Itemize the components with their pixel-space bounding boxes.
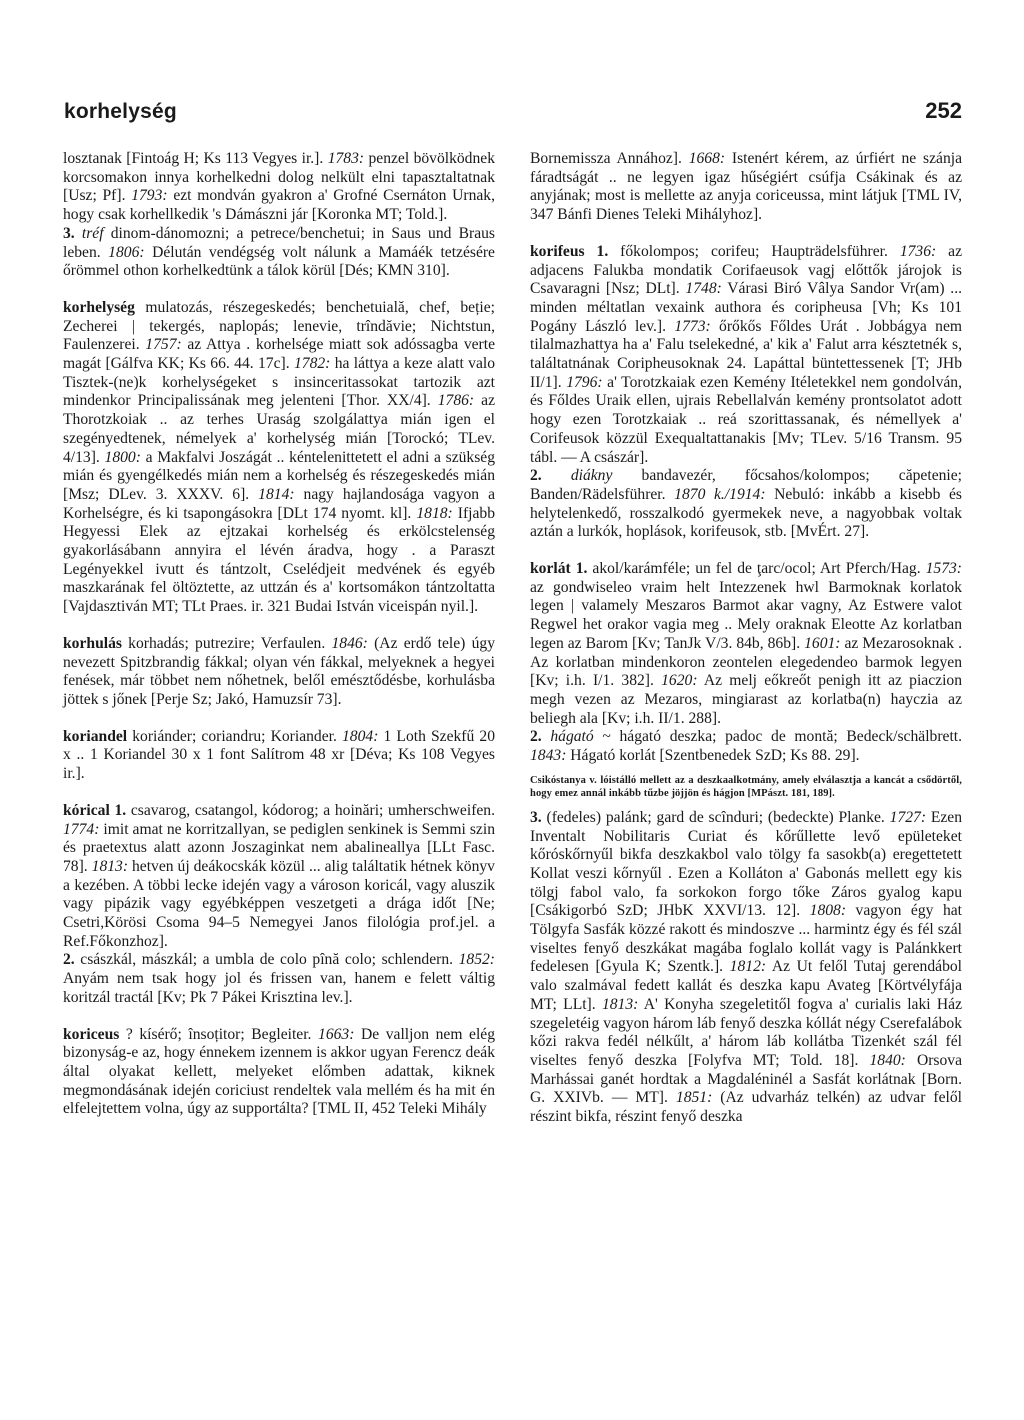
year-citation: 1782:: [293, 355, 331, 373]
year-citation: 1783:: [327, 150, 365, 167]
year-citation: 1601:: [804, 634, 841, 652]
sense-number: 2.: [530, 467, 542, 485]
running-head: [64, 98, 962, 124]
year-citation: 1813:: [91, 857, 129, 875]
year-citation: 1800:: [104, 448, 141, 466]
year-citation: 1851:: [675, 1089, 713, 1107]
sense-number: 2.: [63, 951, 75, 969]
year-citation: 1852:: [458, 951, 495, 969]
headword: korifeus 1.: [530, 242, 609, 260]
sense-entry: 3. (fedeles) palánk; gard de scînduri; (bedeckte) Planke. 1727: Ezen Inventalt Nobilitaris Curiat és kőrűllette levő epületeket kőróskőrnyűl bikfa deszkakbol valo tölgy fa sasokb(a) eregettetett Kollat veszi kőrnyűl . Ezen a Kolláton a' Gabonás mellett egy kis tölgj fabol valo, fa sorkokon forgo tőke Záros gyalog kapu [Csákigorbó SzD; JHbK XXVI/13. 12]. 1808: vagyon égy hat Tölgyfa Sasfák közzé rakott és mindoszve ... harmintz égy és fél szál viseltes fenyő deszkákat magába foglalo kollát vagy is Palánkkert fedelesen [Gyula K; Szentk.]. 1812: Az Ut felől Tutaj gerendábol valo szalmával fedett kallát és deszka kapu Avateg [Körtvélyfája MT; LLt]. 1813: A' Konyha szegeletitől fogva a' curialis laki Ház szegeletéig vagyon három láb fenyő deszka kóllát négy Cserefalábok kőzi rakva fedél nélkűlt, a' három láb kollátba Tizenkét szál fél viseltes fenyő deszka [Folyfva MT; Told. 18]. 1840: Orsova Marhássai ganét hordtak a Magdaléninél a Sasfát korlátnak [Born. G. XXIVb. — MT]. 1851: (Az udvarház telkén) az udvar felől részint bikfa, részint fenyő deszka: [530, 808, 962, 1126]
entry-continuation: losztanak [Fintoág H; Ks 113 Vegyes ir.]. 1783: penzel bövölködnek korcsomakon innya korhelkedni dolog nelkült elni tapasztaltatnak [Usz; Pf]. 1793: ezt mondván gyakron a' Grofné Csernáton Urnak, hogy csak korhellkedik 's Dámászni jár [Koronka MT; Told.].: [63, 150, 496, 224]
headword: korlát 1.: [530, 560, 588, 578]
headword: korhelység: [63, 298, 135, 316]
usage-label: diákny: [541, 467, 613, 485]
sense-number: 2.: [530, 728, 542, 746]
headword: koriandel: [63, 727, 128, 745]
usage-label: tréf: [74, 224, 104, 242]
sense-number: 3.: [530, 808, 542, 826]
sense-entry: 2. diákny bandavezér, főcsahos/kolompos; căpetenie; Banden/Rädelsführer. 1870 k./1914: Nebuló: inkább a kisebb és helytelenkedő, rosszalkodó gyermekek neve, a nagyobbak voltak aztán a lurkók, hoplások, korifeusok, stb. [MvÉrt. 27].: [530, 467, 962, 541]
year-citation: 1843:: [530, 747, 567, 765]
entry-continuation: Bornemissza Annához]. 1668: Istenért kérem, az úrfiért ne szánja fáradtságát .. ne legyen igaz hűségiért csúfja Csákinak és az anyjának; most is mellette az anyja coriceussa, mint látjuk [TML IV, 347 Bánfi Dienes Teleki Mihályhoz].: [530, 150, 962, 224]
year-citation: 1870 k./1914:: [674, 485, 766, 503]
year-citation: 1793:: [131, 187, 168, 205]
year-citation: 1748:: [685, 280, 722, 298]
year-citation: 1620:: [661, 672, 698, 690]
dictionary-entry: korlát 1. akol/karámféle; un fel de ţarc/ocol; Art Pferch/Hag. 1573: az gondwiseleo vraim helt Intezzenek hwl Barmoknak korlatok legen | valamely Meszaros Barmot akar vagny, Az Estwere valot Regwel het orakor vagia meg .. Mely oraknak Eleotte Az korlatban legen az Barom [Kv; TanJk V/3. 84b, 86b]. 1601: az Mezarosoknak . Az korlatban mindenkoron zeontelen elegedendeo barmok legyen [Kv; i.h. I/1. 382]. 1620: Az melj eőkreőt penigh itt az piaczion megh vezen az Mezaros, mingiarast az korlatba(n) hayczia az beliegh ala [Kv; i.h. II/1. 288].: [530, 560, 962, 727]
sense-entry: 2. császkál, mászkál; a umbla de colo pînă colo; schlendern. 1852: Anyám nem tsak hogy jol és frissen van, hanem e felett váltig koritzál tractál [Kv; Pk 7 Pákei Krisztina lev.].: [63, 951, 495, 1006]
sense-entry: 2. hágató ~ hágató deszka; padoc de montă; Bedeck/schälbrett. 1843: Hágató korlát [Szentbenedek SzD; Ks 88. 29].: [530, 728, 963, 765]
explanatory-note: Csikóstanya v. lóistálló mellett az a deszkaalkotmány, amely elválasztja a kancát a csődörtől, hogy emez annál inkább tűzbe jöjjön és hágjon [MPászt. 181, 189].: [530, 774, 962, 800]
year-citation: 1573:: [925, 560, 962, 578]
dictionary-entry: korifeus 1. főkolompos; corifeu; Haupträdelsführer. 1736: az adjacens Falukba mondatik Corifaeusok vagj előttők járojok is Csavaragni [Nsz; DLt]. 1748: Várasi Biró Vâlya Sandor Vr(am) ... minden méltatlan vexaink authora és coripheusa [Vh; Ks 101 Pogány László lev.]. 1773: őrőkős Főldes Urát . Jobbágya nem tilalmazhattya ha a' Falu tselekedné, a' kik a' Falut arra késztetnék s, találtatnának Coripheusoknak 24. Lapáttal büntettessenek [T; JHb II/1]. 1796: a' Torotzkaiak ezen Kemény Itéletekkel nem gondolván, és Főldes Uraik ellen, ujrais Rebellalván kemény prontsolatot adott hogy ezen Torotzkaiak .. reá szorittassanak, és némellyek a' Corifeusok közzül Exequaltattanakis [Mv; TLev. 5/16 Transm. 95 tábl. — A császár].: [530, 242, 963, 466]
year-citation: 1774:: [63, 820, 100, 838]
year-citation: 1840:: [869, 1051, 906, 1069]
year-citation: 1796:: [566, 373, 603, 391]
year-citation: 1806:: [108, 243, 145, 261]
dictionary-entry: korhelység mulatozás, részegeskedés; benchetuială, chef, beție; Zecherei | tekergés, naplopás; lenevie, trîndăvie; Nichtstun, Faulenzerei. 1757: az Attya . korhelsége miatt sok adóssagba verte magát [Gálfva KK; Ks 66. 44. 17c]. 1782: ha láttya a keze alatt valo Tisztek-(ne)k korhelységeket s insinceritassokat tartozik azt mindenkor Principalissának meg jelenteni [Thor. XX/4]. 1786: az Thorotzkoiak .. az terhes Uraság szolgálattya mián igen el szegényedtenek, némelyek a' korhelység mián [Torockó; TLev. 4/13]. 1800: a Makfalvi Joszágát .. kéntelenittetett el adni a szükség mián és gyengélkedés mián nem a korhelség és részegeskedés mián [Msz; DLev. 3. XXXV. 6]. 1814: nagy hajlandosága vagyon a Korhelségre, és ki tsapongásokra [DLt 174 nyomt. kl]. 1818: Ifjabb Hegyessi Elek az ejtzakai korhelség és erkölcstelenség gyakorlásábann annyira el lévén áradva, hogy . a Paraszt Legényekkel ivutt és tántzolt, Cselédjeit medvének és egyéb maszkarának fel öltöztette, az uttzán és a' kortsomákon tántzoltatta [Vajdasztiván MT; TLt Praes. ir. 321 Budai István viceispán nyil.].: [63, 298, 496, 616]
page-number: 252: [925, 98, 962, 123]
year-citation: 1812:: [729, 958, 767, 976]
dictionary-entry: koriceus ? kísérő; însoțitor; Begleiter. 1663: De valljon nem elég bizonyság-e az, hogy énnekem izennem is akkor ugyan Ferencz deák által olyakat kellett, melyeket előmben adattak, kiknek megmondásának idején coriciust rendeltek vala mellém és ha mit én elfelejtettem volna, úgy az supportálta? [TML II, 452 Teleki Mihály: [63, 1025, 496, 1118]
year-citation: 1786:: [437, 392, 475, 410]
year-citation: 1814:: [258, 485, 295, 503]
year-citation: 1813:: [601, 995, 639, 1013]
headword: kórical 1.: [63, 801, 127, 819]
dictionary-entry: korhulás korhadás; putrezire; Verfaulen. 1846: (Az erdő tele) úgy nevezett Spitzbrandig fákkal; olyan vén fákkal, melyeknek a hegyei fenések, már többet nem nőhetnek, belől emésztődésbe, korhulásba jöttek s jőnek [Perje Sz; Jakó, Hamuzsír 73].: [63, 634, 495, 708]
usage-label: hágató: [541, 728, 594, 746]
year-citation: 1804:: [342, 727, 379, 745]
left-column: [63, 150, 495, 1119]
sense-number: 3.: [63, 224, 75, 242]
year-citation: 1663:: [318, 1025, 355, 1043]
right-column: [530, 150, 962, 1127]
sense-entry: 3. tréf dinom-dánomozni; a petrece/benchetui; in Saus und Braus leben. 1806: Délután vendégség volt nálunk a Mamáék tetzésére őrömmel othon korhelkedtünk a tálok körül [Dés; KMN 310].: [63, 224, 495, 280]
year-citation: 1808:: [809, 902, 847, 920]
year-citation: 1773:: [674, 317, 711, 335]
headword: koriceus: [63, 1025, 120, 1043]
year-citation: 1818:: [416, 504, 453, 522]
year-citation: 1727:: [889, 808, 927, 826]
dictionary-entry: koriandel koriánder; coriandru; Koriander. 1804: 1 Loth Szekfű 20 x .. 1 Koriandel 30 x 1 font Salítrom 48 xr [Déva; Ks 108 Vegyes ir.].: [63, 727, 495, 783]
headword: korhulás: [63, 634, 122, 652]
year-citation: 1736:: [899, 242, 937, 260]
year-citation: 1668:: [688, 150, 726, 167]
year-citation: 1757:: [145, 336, 182, 354]
running-headword: korhelység: [64, 100, 177, 123]
dictionary-entry: kórical 1. csavarog, csatangol, kódorog; a hoinări; umherschweifen. 1774: imit amat ne korritzallyan, se pediglen senkinek is Semmi szin és praetextus alatt azonn Joszaginkat nem abalineallya [LLt Fasc. 78]. 1813: hetven új deákocskák közül ... alig találtatik hétnek könyv a kezében. A többi lecke idején vagy a városon koricál, vagy aluszik vagy pipázik vagy egyébképpen veszetgeti a drága időt [Ne; Csetri,Körösi Csoma 94–5 Nemegyei Janos filológia prof.jel. a Ref.Főkonzhoz].: [63, 801, 495, 950]
year-citation: 1846:: [331, 634, 368, 652]
